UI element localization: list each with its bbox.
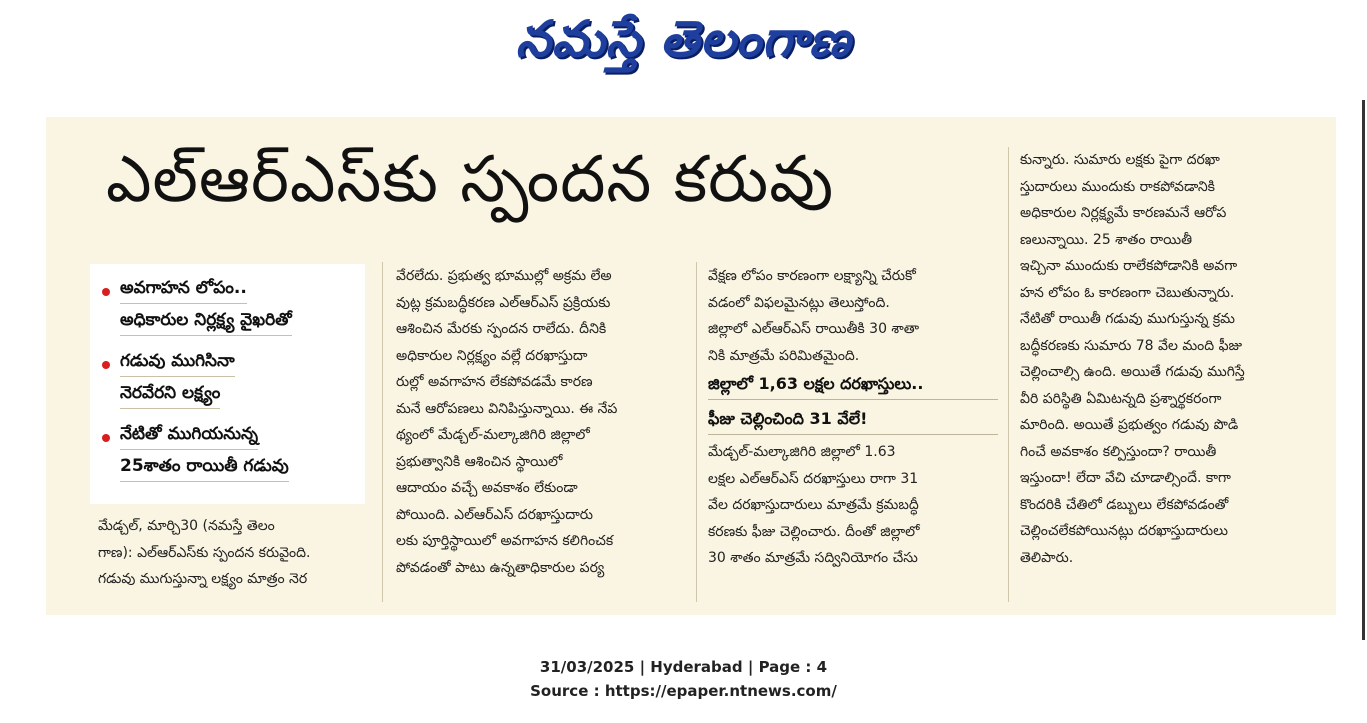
body-line: మారింది. అయితే ప్రభుత్వం గడువు పొడి: [1020, 417, 1239, 433]
body-line: బద్ధీకరణకు సుమారు 78 వేల మంది ఫీజు: [1020, 337, 1243, 354]
article-column-1: [98, 513, 368, 593]
page-footer: [0, 655, 1367, 703]
body-line: జిల్లాలో ఎల్‌ఆర్‌ఎస్‌ రాయితీకి 30 శాతా: [708, 321, 920, 337]
body-line: వడంలో విఫలమైనట్లు తెలుస్తోంది.: [708, 294, 890, 311]
body-line: వేరలేదు. ప్రభుత్వ భూముల్లో అక్రమ లేఅ: [396, 268, 612, 284]
body-line: లక్షల ఎల్‌ఆర్‌ఎస్‌ దరఖాస్తులు రాగా 31: [708, 470, 919, 487]
column-divider: [696, 262, 697, 602]
body-line: హన లోపం ఓ కారణంగా చెబుతున్నారు.: [1020, 284, 1235, 301]
body-line: అధికారుల నిర్లక్ష్యం వల్లే దరఖాస్తుదా: [396, 347, 588, 364]
body-line: అధికారుల నిర్లక్ష్యమే కారణమనే ఆరోప: [1020, 205, 1227, 221]
column-divider: [1008, 147, 1009, 602]
highlight-line: అవగాహన లోపం..: [120, 276, 247, 304]
body-line: కరణకు ఫీజు చెల్లించారు. దీంతో జిల్లాలో: [708, 523, 920, 540]
article-column-3: [708, 263, 998, 572]
subheading-line: ఫీజు చెల్లించింది 31 వేలే!: [708, 404, 998, 435]
bullet-icon: [102, 288, 110, 296]
body-line: ఇచ్చినా ముందుకు రాలేకపోడానికి అవగా: [1020, 258, 1238, 274]
subheading-line: జిల్లాలో 1,63 లక్షల దరఖాస్తులు..: [708, 369, 998, 400]
edition-info: 31/03/2025 | Hyderabad | Page : 4: [539, 658, 828, 676]
newspaper-logo: నమస్తే తెలంగాణ: [515, 10, 852, 68]
body-line: చెల్లించలేకపోయినట్లు దరఖాస్తుదారులు: [1020, 523, 1228, 539]
body-line: ఆదాయం వచ్చే అవకాశం లేకుండా: [396, 480, 578, 496]
body-line: చెల్లించాల్సి ఉంది. అయితే గడువు ముగిస్తే: [1020, 364, 1245, 380]
highlights-box: [90, 264, 365, 504]
masthead: [0, 0, 1367, 80]
body-line: వేల దరఖాస్తుదారులు మాత్రమే క్రమబద్ధీ: [708, 497, 919, 513]
body-line: నేటితో రాయితీ గడువు ముగుస్తున్న క్రమ: [1020, 311, 1235, 327]
body-line: స్తుదారులు ముందుకు రాకపోవడానికి: [1020, 178, 1215, 195]
body-line: 30 శాతం మాత్రమే సద్వినియోగం చేసు: [708, 550, 918, 566]
body-line: ప్రభుత్వానికి ఆశించిన స్థాయిలో: [396, 453, 563, 470]
highlight-line: నెరవేరని లక్ష్యం: [120, 381, 220, 409]
body-line: రుల్లో అవగాహన లేకపోవడమే కారణ: [396, 374, 593, 390]
body-line: పోవడంతో పాటు ఉన్నతాధికారుల పర్య: [396, 559, 605, 576]
body-line: మేడ్చల్‌, మార్చి30 (నమస్తే తెలం: [98, 518, 275, 534]
highlight-line: అధికారుల నిర్లక్ష్య వైఖరితో: [120, 308, 292, 336]
body-line: వుట్ల క్రమబద్ధీకరణ ఎల్‌ఆర్‌ఎస్‌ ప్రక్రియకు: [396, 294, 611, 311]
body-line: థ్యంలో మేడ్చల్‌-మల్కాజిగిరి జిల్లాలో: [396, 427, 590, 443]
body-line: లకు పూర్తిస్థాయిలో అవగాహన కలిగించక: [396, 533, 614, 549]
body-line: గాణ): ఎల్‌ఆర్‌ఎస్‌కు స్పందన కరువైంది.: [98, 544, 311, 561]
body-line: మేడ్చల్‌-మల్కాజిగిరి జిల్లాలో 1.63: [708, 444, 896, 460]
body-line: నికి మాత్రమే పరిమితమైంది.: [708, 347, 860, 364]
body-line: కున్నారు. సుమారు లక్షకు పైగా దరఖా: [1020, 152, 1220, 168]
body-line: ఆశించిన మేరకు స్పందన రాలేదు. దీనికి: [396, 321, 607, 337]
body-line: మనే ఆరోపణలు వినిపిస్తున్నాయి. ఈ నేప: [396, 400, 618, 417]
article-column-2: [396, 263, 686, 581]
body-line: వీరి పరిస్థితి ఏమిటన్నది ప్రశ్నార్థకరంగా: [1020, 390, 1222, 407]
column-divider: [382, 262, 383, 602]
highlight-line: 25శాతం రాయితీ గడువు: [120, 454, 289, 482]
source-link[interactable]: Source : https://epaper.ntnews.com/: [530, 682, 837, 700]
body-line: కొందరికి చేతిలో డబ్బులు లేకపోవడంతో: [1020, 496, 1229, 513]
body-line: గడువు ముగుస్తున్నా లక్ష్యం మాత్రం నెర: [98, 571, 308, 587]
body-line: ణలున్నాయి. 25 శాతం రాయితీ: [1020, 231, 1193, 248]
page-edge-rule: [1362, 100, 1365, 640]
bullet-icon: [102, 361, 110, 369]
body-line: తెలిపారు.: [1020, 549, 1074, 566]
bullet-icon: [102, 434, 110, 442]
body-line: ఇస్తుందా! లేదా వేచి చూడాల్సిందే. కాగా: [1020, 470, 1231, 486]
article-column-4: [1020, 147, 1316, 571]
highlight-line: నేటితో ముగియనున్న: [120, 422, 258, 450]
article-clipping: [46, 117, 1336, 615]
body-line: పోయింది. ఎల్‌ఆర్‌ఎస్‌ దరఖాస్తుదారు: [396, 506, 593, 523]
body-line: వేక్షణ లోపం కారణంగా లక్ష్యాన్ని చేరుకో: [708, 268, 916, 284]
highlight-line: గడువు ముగిసినా: [120, 349, 235, 377]
article-headline: ఎల్‌ఆర్‌ఎస్‌కు స్పందన కరువు: [106, 143, 835, 217]
body-line: గించే అవకాశం కల్పిస్తుందా? రాయితీ: [1020, 443, 1217, 460]
